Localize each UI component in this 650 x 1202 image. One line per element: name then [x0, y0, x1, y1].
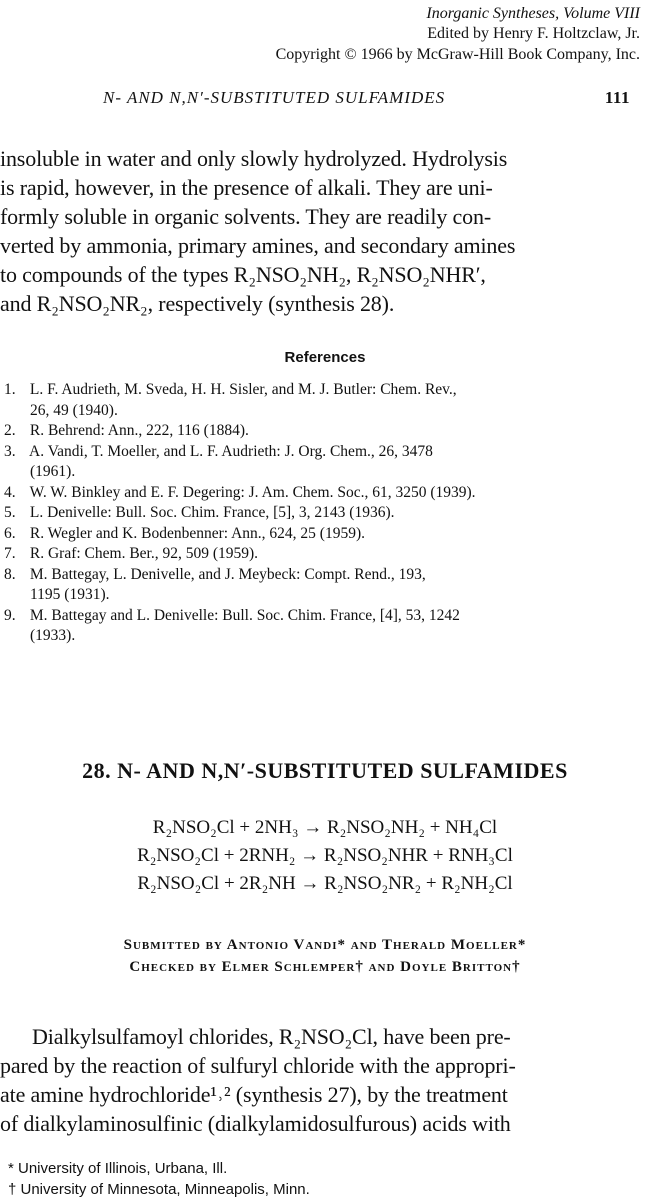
reference-continuation: (1961). — [30, 463, 76, 480]
reference-item — [4, 483, 650, 504]
credit-copyright: Copyright © 1966 by McGraw-Hill Book Company, Inc. — [275, 46, 640, 63]
intro-line: is rapid, however, in the presence of alkali. They are uni- — [0, 175, 493, 200]
section-title: 28. N- AND N,N′-SUBSTITUTED SULFAMIDES — [82, 758, 568, 783]
reference-item — [4, 544, 650, 565]
body-line: pared by the reaction of sulfuryl chloride with the appropri- — [0, 1053, 516, 1078]
running-head-title: N- AND N,N′-SUBSTITUTED SULFAMIDES — [103, 88, 446, 107]
reference-number: 6. — [4, 524, 16, 542]
intro-line: to compounds of the types R₂NSO₂NH₂, R₂NSO₂NHR′, — [0, 262, 486, 287]
reference-text: R. Behrend: Ann., 222, 116 (1884). — [29, 422, 249, 439]
footnote-dagger: † University of Minnesota, Minneapolis, Minn. — [8, 1181, 310, 1198]
reference-item — [4, 565, 650, 586]
reference-item — [4, 524, 650, 545]
body-line: Dialkylsulfamoyl chlorides, R₂NSO₂Cl, have been pre- — [32, 1024, 511, 1049]
reference-number: 2. — [4, 422, 16, 439]
reference-continuation: (1933). — [30, 627, 76, 644]
reference-text: M. Battegay and L. Denivelle: Bull. Soc. Chim. France, [4], 53, 1242 — [29, 606, 460, 624]
credit-volume: Inorganic Syntheses, Volume VIII — [426, 5, 640, 22]
reference-number: 5. — [4, 504, 16, 521]
reference-text: M. Battegay, L. Denivelle, and J. Meybeck: Compt. Rend., 193, — [29, 565, 426, 583]
reference-item — [4, 606, 650, 627]
body-paragraph — [0, 1022, 650, 1138]
body-line: ate amine hydrochloride¹˒² (synthesis 27), by the treatment — [0, 1082, 508, 1107]
equation: R₂NSO₂Cl + 2NH₃ → R₂NSO₂NH₂ + NH₄Cl — [152, 817, 498, 838]
reference-number: 8. — [4, 565, 16, 583]
reference-item — [4, 503, 650, 524]
credit-editor: Edited by Henry F. Holtzclaw, Jr. — [427, 25, 640, 42]
submitted-line: Submitted by Antonio Vandi* and Therald Moeller* — [123, 937, 527, 953]
reference-number: 9. — [4, 606, 16, 624]
reference-text: L. F. Audrieth, M. Sveda, H. H. Sisler, and M. J. Butler: Chem. Rev., — [29, 381, 457, 398]
intro-paragraph — [0, 144, 650, 318]
reference-item — [4, 442, 650, 463]
reference-text: R. Wegler and K. Bodenbenner: Ann., 624, 25 (1959). — [29, 524, 365, 542]
checked-line: Checked by Elmer Schlemper† and Doyle Britton† — [129, 959, 521, 975]
intro-line: insoluble in water and only slowly hydrolyzed. Hydrolysis — [0, 146, 508, 171]
reference-item — [4, 421, 650, 442]
submitted-by — [0, 934, 650, 978]
intro-line: formly soluble in organic solvents. They are readily con- — [0, 204, 492, 229]
reference-number: 3. — [4, 442, 16, 460]
footnotes — [8, 1158, 310, 1200]
references-list — [4, 380, 650, 647]
references-heading: References — [284, 349, 366, 366]
reaction-equations — [0, 814, 650, 898]
reference-text: L. Denivelle: Bull. Soc. Chim. France, [5], 3, 2143 (1936). — [29, 504, 395, 521]
reference-number: 1. — [4, 381, 16, 398]
reference-text: W. W. Binkley and E. F. Degering: J. Am. Chem. Soc., 61, 3250 (1939). — [29, 483, 476, 501]
reference-number: 4. — [4, 483, 16, 501]
reference-text: A. Vandi, T. Moeller, and L. F. Audrieth: J. Org. Chem., 26, 3478 — [29, 442, 433, 460]
page-number: 111 — [604, 88, 630, 107]
reference-number: 7. — [4, 545, 16, 562]
intro-line: and R₂NSO₂NR₂, respectively (synthesis 28). — [0, 291, 395, 316]
intro-line: verted by ammonia, primary amines, and secondary amines — [0, 233, 516, 258]
footnote-star: * University of Illinois, Urbana, Ill. — [8, 1160, 228, 1177]
equation: R₂NSO₂Cl + 2RNH₂ → R₂NSO₂NHR + RNH₃Cl — [137, 845, 513, 866]
reference-continuation: 26, 49 (1940). — [30, 401, 118, 419]
equation: R₂NSO₂Cl + 2R₂NH → R₂NSO₂NR₂ + R₂NH₂Cl — [137, 873, 513, 894]
reference-text: R. Graf: Chem. Ber., 92, 509 (1959). — [29, 545, 259, 562]
reference-item — [4, 380, 650, 401]
reference-continuation: 1195 (1931). — [30, 586, 110, 603]
running-head — [0, 88, 650, 112]
body-line: of dialkylaminosulfinic (dialkylamidosulfurous) acids with — [0, 1111, 511, 1136]
